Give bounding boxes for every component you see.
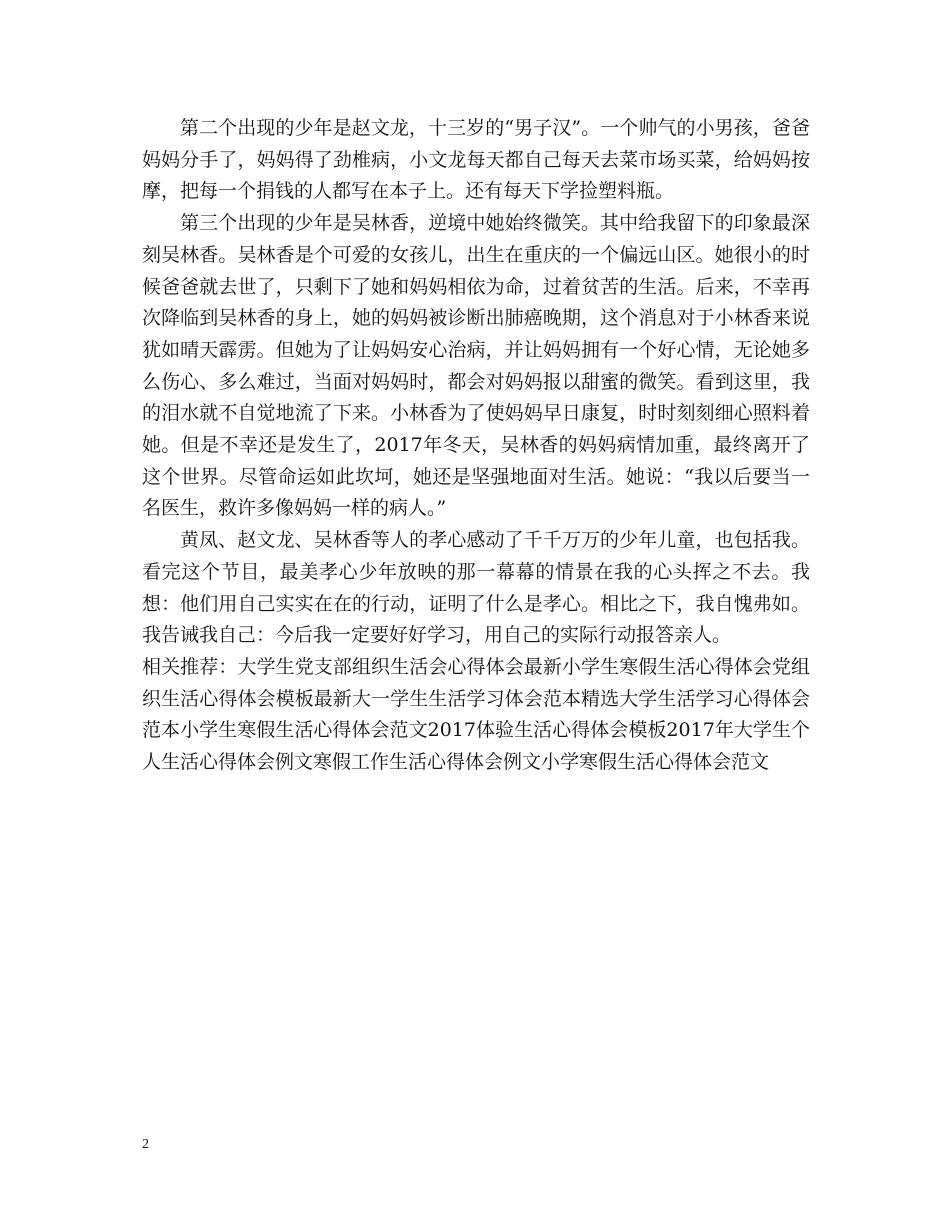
document-body <box>142 113 810 779</box>
page-number: 2 <box>142 1137 149 1152</box>
paragraph-conclusion: 黄凤、赵文龙、吴林香等人的孝心感动了千千万万的少年儿童，也包括我。看完这个节目，最美孝心少年放映的那一幕幕的情景在我的心头挥之不去。我想：他们用自己实实在在的行动，证明了什么是孝心。相比之下，我自愧弗如。我告诫我自己：今后我一定要好好学习，用自己的实际行动报答亲人。 <box>142 529 810 647</box>
paragraph-zhao-wenlong: 第二个出现的少年是赵文龙，十三岁的“男子汉”。一个帅气的小男孩，爸爸妈妈分手了，妈妈得了劲椎病，小文龙每天都自己每天去菜市场买菜，给妈妈按摩，把每一个捐钱的人都写在本子上。还有每天下学捡塑料瓶。 <box>142 117 810 203</box>
paragraph-wu-linxiang: 第三个出现的少年是吴林香，逆境中她始终微笑。其中给我留下的印象最深刻吴林香。吴林香是个可爱的女孩儿，出生在重庆的一个偏远山区。她很小的时候爸爸就去世了，只剩下了她和妈妈相依为命，过着贫苦的生活。后来，不幸再次降临到吴林香的身上，她的妈妈被诊断出肺癌晚期，这个消息对于小林香来说犹如晴天霹雳。但她为了让妈妈安心治病，并让妈妈拥有一个好心情，无论她多么伤心、多么难过，当面对妈妈时，都会对妈妈报以甜蜜的微笑。看到这里，我的泪水就不自觉地流了下来。小林香为了使妈妈早日康复，时时刻刻细心照料着她。但是不幸还是发生了，2017年冬天，吴林香的妈妈病情加重，最终离开了这个世界。尽管命运如此坎坷，她还是坚强地面对生活。她说：“我以后要当一名医生，救许多像妈妈一样的病人。” <box>142 212 810 520</box>
related-recommendations: 相关推荐：大学生党支部组织生活会心得体会最新小学生寒假生活心得体会党组织生活心得体会模板最新大一学生生活学习体会范本精选大学生活学习心得体会范本小学生寒假生活心得体会范文2017体验生活心得体会模板2017年大学生个人生活心得体会例文寒假工作生活心得体会例文小学寒假生活心得体会范文 <box>142 655 810 774</box>
